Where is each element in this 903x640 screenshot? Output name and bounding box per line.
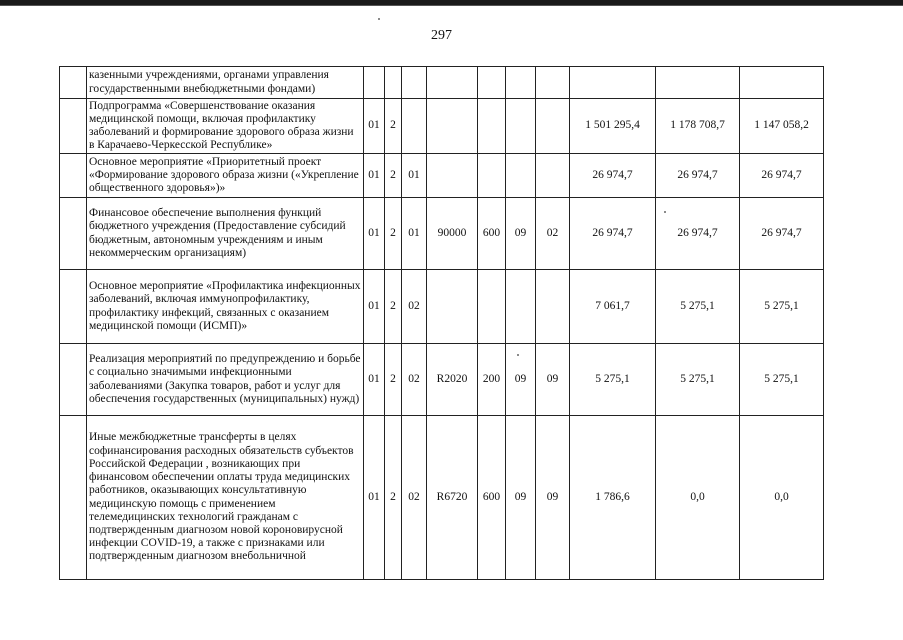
code-cell: 02: [402, 344, 427, 416]
row-name-cell: казенными учреждениями, органами управления государственными внебюджетными фондами): [87, 67, 364, 99]
code-cell: 01: [364, 344, 385, 416]
code-cell: R2020: [427, 344, 478, 416]
code-cell: [506, 67, 536, 99]
code-cell: 02: [402, 270, 427, 344]
code-cell: 2: [385, 154, 402, 198]
budget-table: [59, 66, 824, 580]
code-cell: 2: [385, 99, 402, 154]
row-number-cell: [60, 198, 87, 270]
amount-cell: 26 974,7: [570, 198, 656, 270]
row-number-cell: [60, 270, 87, 344]
table-row: [60, 344, 824, 416]
code-cell: [478, 67, 506, 99]
table-row: [60, 270, 824, 344]
amount-cell: 1 501 295,4: [570, 99, 656, 154]
code-cell: 01: [364, 154, 385, 198]
code-cell: 09: [536, 344, 570, 416]
amount-cell: 7 061,7: [570, 270, 656, 344]
page-number: 297: [431, 28, 452, 43]
code-cell: 01: [364, 99, 385, 154]
amount-cell: 5 275,1: [740, 344, 824, 416]
amount-cell: 26 974,7: [740, 154, 824, 198]
scan-speck: [664, 211, 666, 213]
code-cell: 01: [364, 198, 385, 270]
amount-cell: 1 786,6: [570, 416, 656, 580]
row-name-cell: Основное мероприятие «Приоритетный проект «Формирование здорового образа жизни («Укрепление общественного здоровья»)»: [87, 154, 364, 198]
amount-cell: [656, 67, 740, 99]
row-number-cell: [60, 67, 87, 99]
row-name-cell: Иные межбюджетные трансферты в целях софинансирования расходных обязательств субъектов Российской Федерации , возникающих при финансовом обеспечении оплаты труда медицинских работников, оказывающих консультативную медицинскую помощь с применением телемедицинских технологий гражданам с подтвержденным диагнозом новой короновирусной инфекции COVID-19, а также с признаками или подтвержденным диагнозом внебольничной: [87, 416, 364, 580]
amount-cell: 26 974,7: [656, 154, 740, 198]
table-row: [60, 198, 824, 270]
row-name-cell: Финансовое обеспечение выполнения функций бюджетного учреждения (Предоставление субсидий бюджетным, автономным учреждениям и иным некоммерческим организациям): [87, 198, 364, 270]
amount-cell: 1 178 708,7: [656, 99, 740, 154]
amount-cell: 0,0: [656, 416, 740, 580]
code-cell: [478, 99, 506, 154]
code-cell: 2: [385, 344, 402, 416]
amount-cell: 5 275,1: [656, 270, 740, 344]
amount-cell: 1 147 058,2: [740, 99, 824, 154]
code-cell: 09: [506, 416, 536, 580]
code-cell: [427, 67, 478, 99]
amount-cell: 5 275,1: [656, 344, 740, 416]
code-cell: 2: [385, 270, 402, 344]
code-cell: [364, 67, 385, 99]
code-cell: [506, 99, 536, 154]
code-cell: 02: [536, 198, 570, 270]
row-number-cell: [60, 99, 87, 154]
row-name-cell: Подпрограмма «Совершенствование оказания медицинской помощи, включая профилактику заболеваний и формирование здорового образа жизни в Карачаево-Черкесской Республике»: [87, 99, 364, 154]
code-cell: 600: [478, 416, 506, 580]
code-cell: [402, 67, 427, 99]
code-cell: 09: [506, 344, 536, 416]
table-row: [60, 99, 824, 154]
code-cell: [427, 154, 478, 198]
code-cell: 2: [385, 198, 402, 270]
code-cell: [478, 270, 506, 344]
code-cell: 01: [402, 154, 427, 198]
code-cell: [427, 270, 478, 344]
scan-top-edge-shadow: [0, 5, 903, 6]
table-row: [60, 154, 824, 198]
code-cell: 200: [478, 344, 506, 416]
row-name-cell: Реализация мероприятий по предупреждению и борьбе с социально значимыми инфекционными заболеваниями (Закупка товаров, работ и услуг для обеспечения государственных (муниципальных) нужд): [87, 344, 364, 416]
code-cell: [536, 270, 570, 344]
code-cell: [536, 154, 570, 198]
amount-cell: 26 974,7: [656, 198, 740, 270]
table-row: [60, 67, 824, 99]
code-cell: R6720: [427, 416, 478, 580]
amount-cell: 0,0: [740, 416, 824, 580]
code-cell: [385, 67, 402, 99]
row-name-cell: Основное мероприятие «Профилактика инфекционных заболеваний, включая иммунопрофилактику, профилактику инфекций, связанных с оказанием медицинской помощи (ИСМП)»: [87, 270, 364, 344]
amount-cell: [740, 67, 824, 99]
code-cell: 600: [478, 198, 506, 270]
row-number-cell: [60, 416, 87, 580]
code-cell: [402, 99, 427, 154]
code-cell: 90000: [427, 198, 478, 270]
amount-cell: 5 275,1: [570, 344, 656, 416]
row-number-cell: [60, 344, 87, 416]
code-cell: 02: [402, 416, 427, 580]
code-cell: [478, 154, 506, 198]
row-number-cell: [60, 154, 87, 198]
amount-cell: 5 275,1: [740, 270, 824, 344]
scan-speck: [378, 18, 380, 20]
amount-cell: [570, 67, 656, 99]
amount-cell: 26 974,7: [740, 198, 824, 270]
scan-speck: [517, 354, 519, 356]
code-cell: [506, 154, 536, 198]
code-cell: 01: [364, 270, 385, 344]
budget-table-body: [60, 67, 824, 580]
table-row: [60, 416, 824, 580]
code-cell: [506, 270, 536, 344]
code-cell: 01: [364, 416, 385, 580]
code-cell: [536, 99, 570, 154]
amount-cell: 26 974,7: [570, 154, 656, 198]
code-cell: 01: [402, 198, 427, 270]
code-cell: 2: [385, 416, 402, 580]
code-cell: [427, 99, 478, 154]
code-cell: [536, 67, 570, 99]
code-cell: 09: [536, 416, 570, 580]
code-cell: 09: [506, 198, 536, 270]
